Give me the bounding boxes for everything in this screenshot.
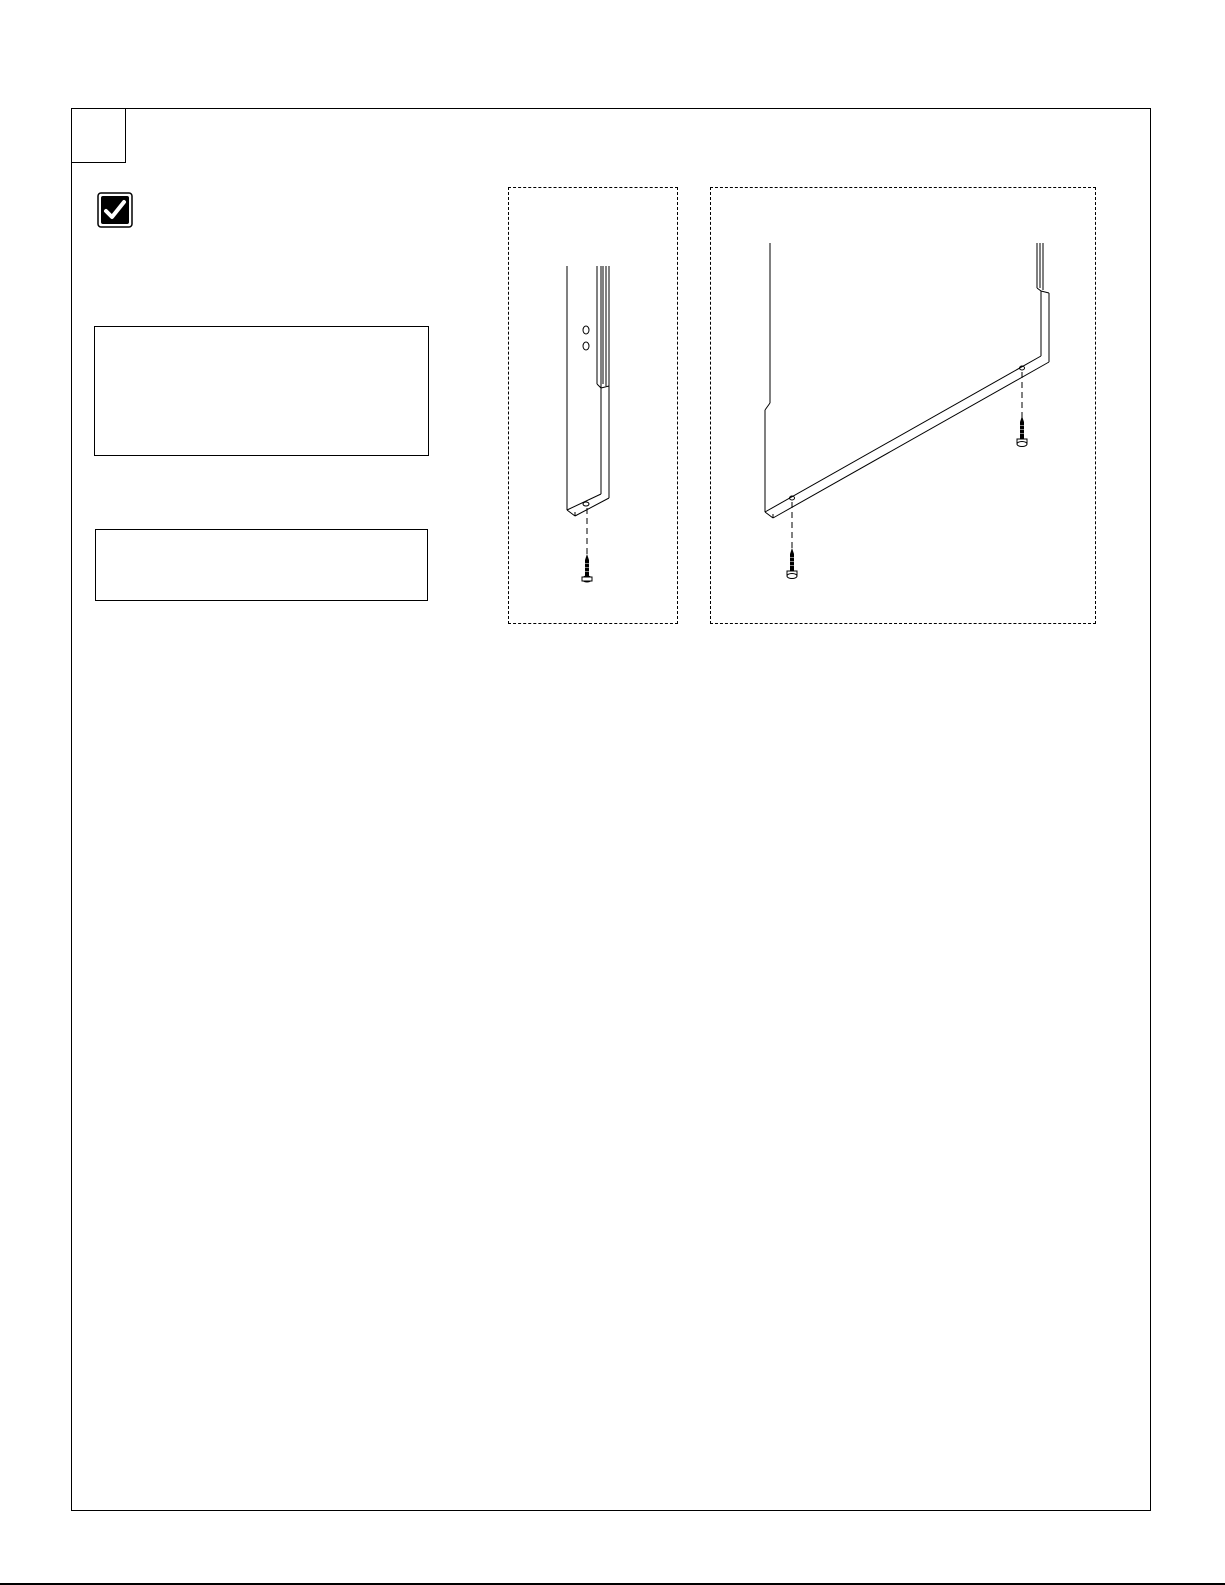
figure-bottom-rail-detail [710,187,1096,624]
check-mark-icon [97,192,133,228]
step-number-box [71,108,126,163]
figure-side-rail-detail [508,187,678,624]
bottom-rail-drawing [711,188,1097,625]
screw-icon [582,554,592,582]
screw-icon [787,548,797,579]
side-rail-drawing [509,188,679,625]
caution-text-box [95,529,428,601]
note-text-box [94,326,429,456]
screw-icon [1017,416,1027,447]
